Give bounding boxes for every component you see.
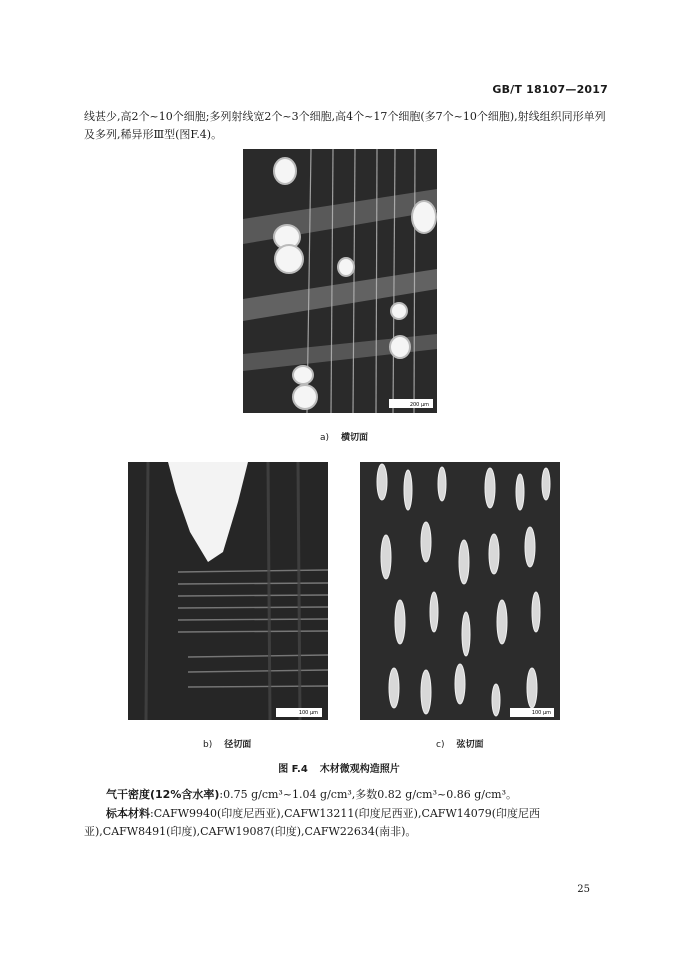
caption-c-label: 弦切面 — [456, 740, 484, 750]
caption-a-label: 横切面 — [341, 433, 369, 443]
caption-c — [436, 737, 483, 750]
caption-b-label: 径切面 — [224, 740, 252, 750]
figure-title-text: 木材微观构造照片 — [319, 764, 400, 775]
density-paragraph — [84, 786, 608, 804]
figure-title — [0, 760, 678, 775]
caption-c-letter: c) — [436, 740, 445, 750]
density-label: 气干密度(12%含水率) — [106, 788, 220, 801]
specimens-paragraph — [84, 805, 608, 841]
caption-b — [203, 737, 251, 750]
caption-b-letter: b) — [203, 740, 213, 750]
photo-transverse-section — [243, 149, 437, 413]
standard-code: GB/T 18107—2017 — [492, 83, 608, 96]
page-number: 25 — [577, 884, 590, 895]
intro-paragraph: 线甚少,高2个~10个细胞;多列射线宽2个~3个细胞,高4个~17个细胞(多7个~10个细胞),射线组织同形单列及多列,稀异形Ⅲ型(图F.4)。 — [84, 110, 606, 141]
scale-bar-b: 100 μm — [298, 710, 318, 716]
caption-a — [320, 430, 368, 443]
photo-radial-section — [128, 462, 328, 720]
scale-bar-c: 100 μm — [531, 710, 551, 716]
photo-tangential-section — [360, 462, 560, 720]
figure-number: 图 F.4 — [278, 764, 308, 775]
specimens-value: :CAFW9940(印度尼西亚),CAFW13211(印度尼西亚),CAFW14079(印度尼西亚),CAFW8491(印度),CAFW19087(印度),CAFW22634(南非)。 — [84, 807, 541, 838]
scale-bar-a: 200 μm — [409, 402, 429, 408]
density-value: :0.75 g/cm³~1.04 g/cm³,多数0.82 g/cm³~0.86 g/cm³。 — [219, 788, 517, 801]
caption-a-letter: a) — [320, 433, 330, 443]
specimens-label: 标本材料 — [106, 807, 150, 820]
